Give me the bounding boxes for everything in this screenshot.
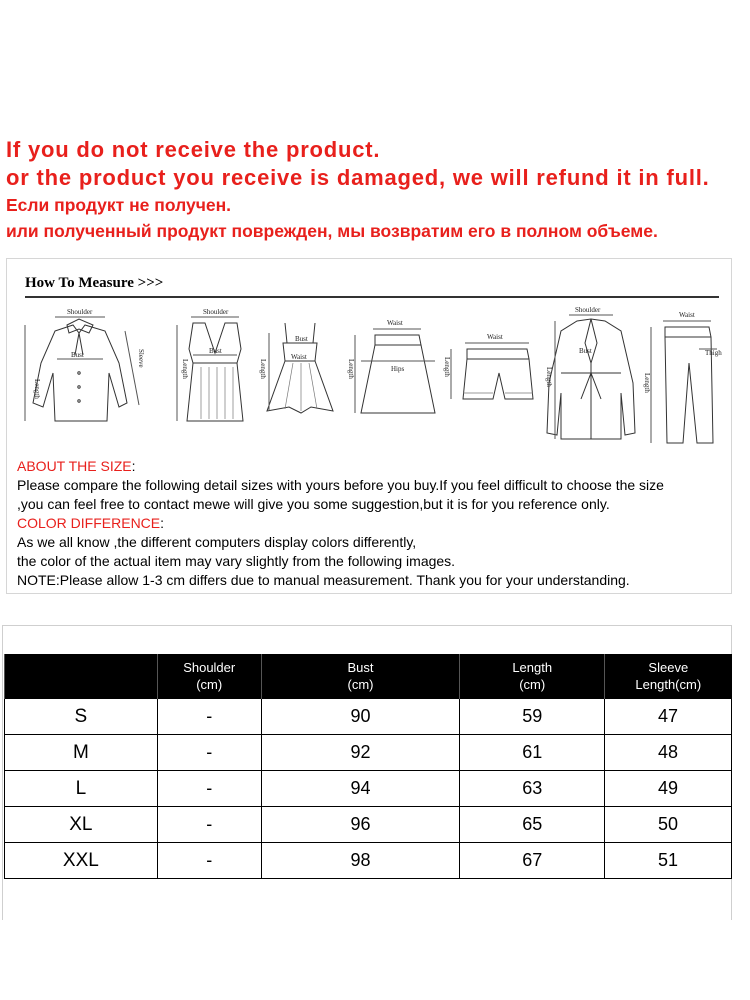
label-waist-7: Waist — [679, 311, 695, 319]
label-length-2: Length — [181, 359, 189, 379]
header-bust: Bust (cm) — [261, 654, 460, 699]
about-size-line-1: Please compare the following detail sizes with yours before you buy.If you feel difficult to choose the size — [17, 477, 664, 493]
cell-size: S — [5, 699, 158, 735]
label-sleeve-1: Sleeve — [137, 349, 145, 368]
how-to-measure-panel — [6, 258, 732, 594]
cell-shoulder: - — [157, 843, 261, 879]
color-difference-heading: COLOR DIFFERENCE — [17, 515, 161, 531]
notice-ru-line-2: или полученный продукт поврежден, мы возвратим его в полном объеме. — [6, 221, 658, 241]
cell-length: 63 — [460, 771, 605, 807]
color-difference-heading-line — [17, 514, 729, 533]
header-size — [5, 654, 158, 699]
notice-ru-line-1: Если продукт не получен. — [6, 195, 232, 215]
size-info-text — [17, 457, 729, 590]
label-length-6: Length — [545, 367, 553, 387]
about-size-heading-line — [17, 457, 729, 476]
color-difference-line-2: the color of the actual item may vary slightly from the following images. — [17, 553, 456, 569]
color-difference-line-1: As we all know ,the different computers display colors differently, — [17, 534, 417, 550]
label-shoulder-2: Shoulder — [203, 308, 229, 316]
label-bust-6: Bust — [579, 347, 592, 355]
cell-length: 67 — [460, 843, 605, 879]
cell-sleeve: 48 — [605, 735, 732, 771]
cell-length: 59 — [460, 699, 605, 735]
header-length: Length (cm) — [460, 654, 605, 699]
label-length-1: Length — [33, 379, 41, 399]
about-size-colon: : — [131, 458, 136, 474]
cell-shoulder: - — [157, 771, 261, 807]
about-size-line-2: ,you can feel free to contact mewe will give you some suggestion,but it is for you reference only. — [17, 496, 610, 512]
label-shoulder-6: Shoulder — [575, 306, 601, 314]
cell-bust: 94 — [261, 771, 460, 807]
refund-notice — [6, 136, 746, 244]
coat-diagram-icon — [547, 315, 635, 439]
label-hips-4: Hips — [391, 365, 405, 373]
label-bust-3: Bust — [295, 335, 308, 343]
notice-en-line-1: If you do not receive the product. — [6, 137, 381, 162]
header-shoulder: Shoulder (cm) — [157, 654, 261, 699]
cell-size: XXL — [5, 843, 158, 879]
table-row — [5, 843, 732, 879]
size-chart-table — [4, 654, 732, 879]
label-bust-1: Bust — [71, 351, 84, 359]
table-header-row — [5, 654, 732, 699]
label-length-5: Length — [443, 357, 451, 377]
label-length-4: Length — [347, 359, 355, 379]
header-sleeve-length: Sleeve Length(cm) — [605, 654, 732, 699]
pants-diagram-icon — [651, 321, 717, 443]
table-row — [5, 735, 732, 771]
title-underline — [25, 296, 719, 298]
label-waist-5: Waist — [487, 333, 503, 341]
cell-size: XL — [5, 807, 158, 843]
cell-bust: 96 — [261, 807, 460, 843]
label-thigh-7: Thigh — [705, 349, 722, 357]
cell-shoulder: - — [157, 807, 261, 843]
cell-size: M — [5, 735, 158, 771]
cell-bust: 90 — [261, 699, 460, 735]
cell-bust: 98 — [261, 843, 460, 879]
label-length-7: Length — [643, 373, 651, 393]
cell-sleeve: 50 — [605, 807, 732, 843]
cell-shoulder: - — [157, 699, 261, 735]
cell-sleeve: 51 — [605, 843, 732, 879]
cell-shoulder: - — [157, 735, 261, 771]
notice-en-line-2: or the product you receive is damaged, we will refund it in full. — [6, 165, 710, 190]
blouse-diagram-icon — [25, 317, 139, 421]
cell-length: 61 — [460, 735, 605, 771]
label-waist-4: Waist — [387, 319, 403, 327]
how-to-measure-title: How To Measure >>> — [25, 275, 164, 291]
shorts-diagram-icon — [451, 343, 533, 399]
color-difference-colon: : — [160, 515, 165, 531]
label-length-3: Length — [259, 359, 267, 379]
measurement-note: NOTE:Please allow 1-3 cm differs due to manual measurement. Thank you for your understanding. — [17, 572, 630, 588]
label-shoulder-1: Shoulder — [67, 308, 93, 316]
cell-sleeve: 49 — [605, 771, 732, 807]
about-size-heading: ABOUT THE SIZE — [17, 458, 132, 474]
table-row — [5, 771, 732, 807]
label-waist-3: Waist — [291, 353, 307, 361]
cell-sleeve: 47 — [605, 699, 732, 735]
cell-size: L — [5, 771, 158, 807]
garment-diagrams — [15, 303, 725, 453]
cell-bust: 92 — [261, 735, 460, 771]
cell-length: 65 — [460, 807, 605, 843]
label-bust-2: Bust — [209, 347, 222, 355]
table-row — [5, 807, 732, 843]
table-row — [5, 699, 732, 735]
